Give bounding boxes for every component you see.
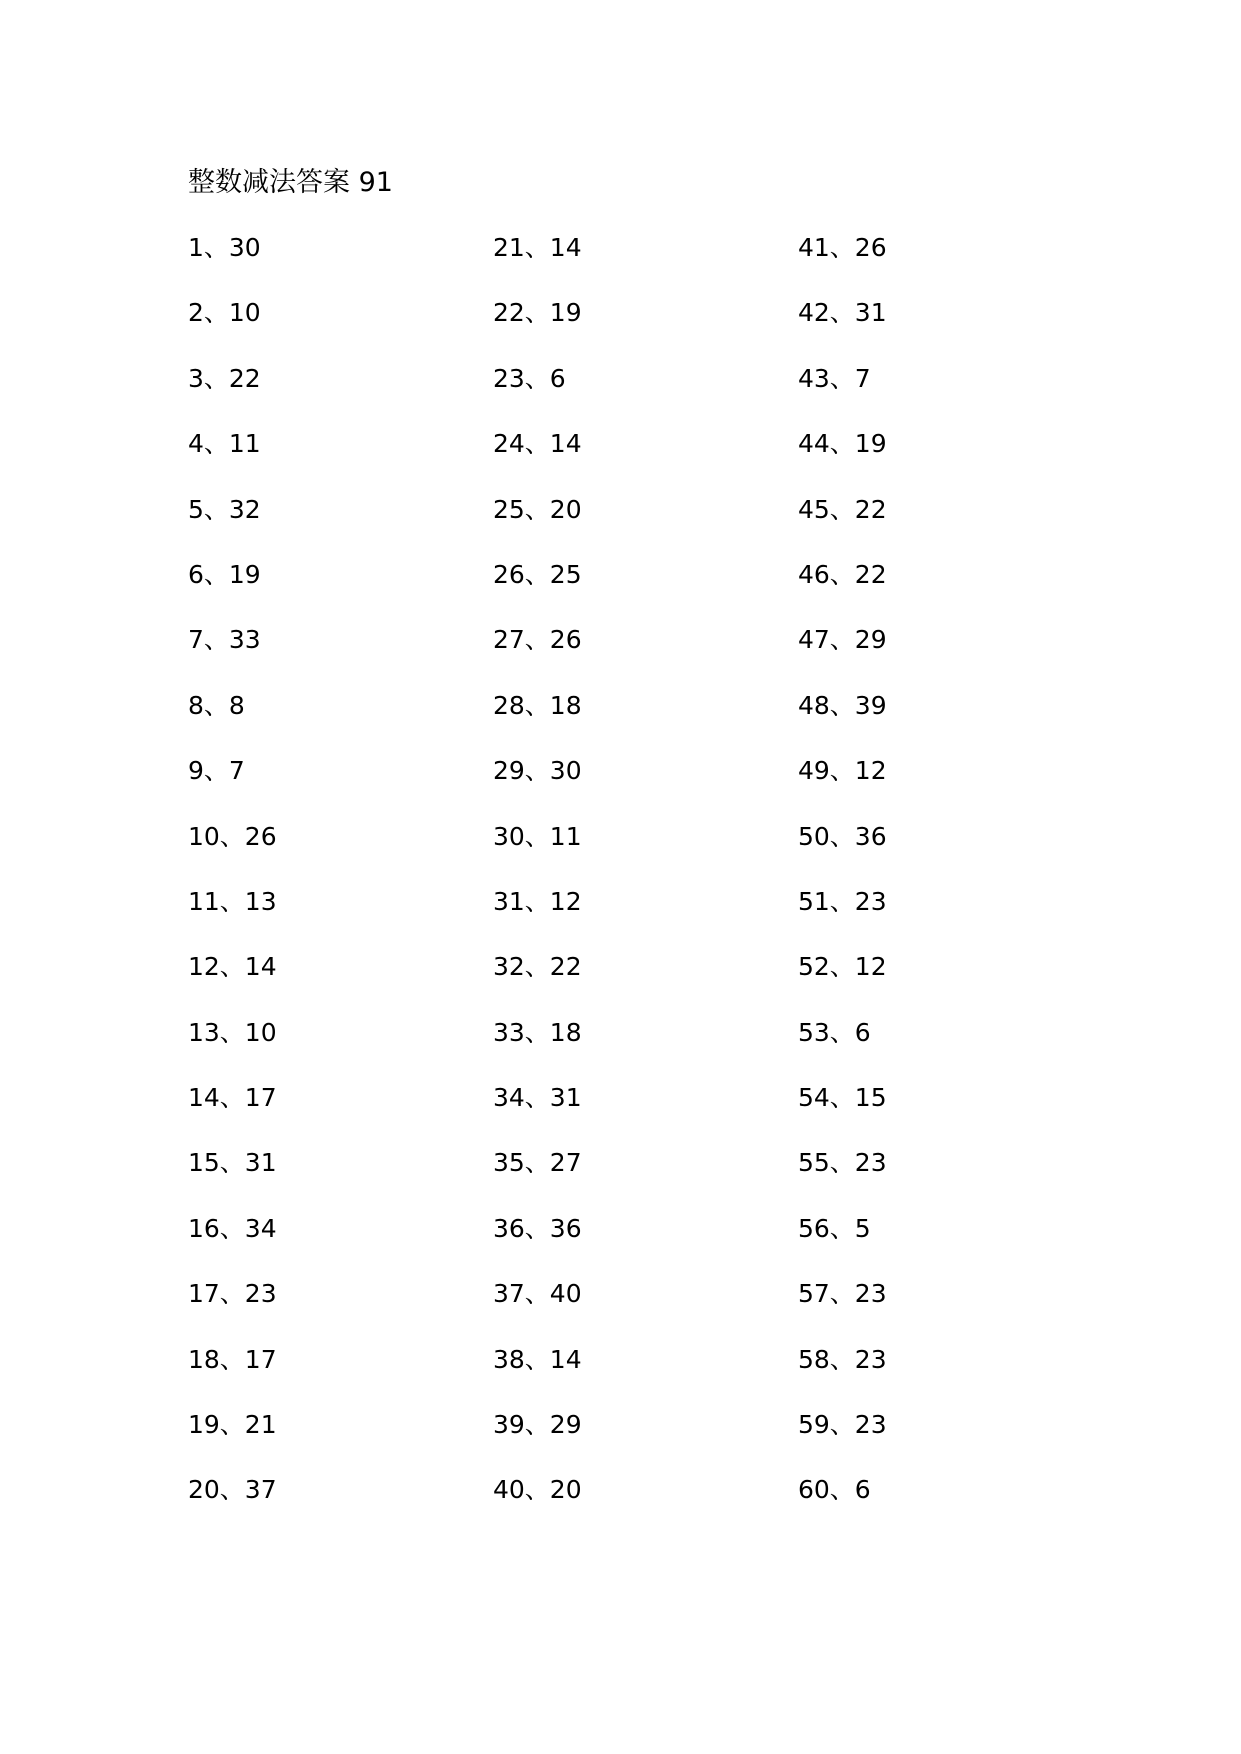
answer-item: 33、18 [493, 1017, 582, 1047]
answer-item: 25、20 [493, 494, 582, 524]
answer-item: 15、31 [188, 1148, 277, 1178]
answer-item: 54、15 [798, 1083, 887, 1113]
answer-item: 14、17 [188, 1083, 277, 1113]
answer-item: 17、23 [188, 1279, 277, 1309]
answer-item: 34、31 [493, 1083, 582, 1113]
answer-item: 45、22 [798, 494, 887, 524]
answer-item: 49、12 [798, 756, 887, 786]
answer-item: 8、8 [188, 690, 245, 720]
answer-item: 51、23 [798, 886, 887, 916]
answer-item: 10、26 [188, 821, 277, 851]
answer-item: 44、19 [798, 429, 887, 459]
answer-item: 7、33 [188, 625, 261, 655]
answer-item: 28、18 [493, 690, 582, 720]
answer-item: 52、12 [798, 952, 887, 982]
answer-item: 23、6 [493, 363, 566, 393]
answer-item: 27、26 [493, 625, 582, 655]
answer-item: 35、27 [493, 1148, 582, 1178]
answer-item: 22、19 [493, 298, 582, 328]
answer-item: 43、7 [798, 363, 871, 393]
answer-item: 39、29 [493, 1410, 582, 1440]
answer-item: 29、30 [493, 756, 582, 786]
answer-item: 57、23 [798, 1279, 887, 1309]
answer-item: 55、23 [798, 1148, 887, 1178]
answer-item: 31、12 [493, 886, 582, 916]
answer-item: 18、17 [188, 1344, 277, 1374]
answer-item: 20、37 [188, 1475, 277, 1505]
answer-item: 32、22 [493, 952, 582, 982]
answer-item: 4、11 [188, 429, 261, 459]
answer-item: 46、22 [798, 559, 887, 589]
answer-column-2 [493, 228, 773, 1536]
answer-item: 47、29 [798, 625, 887, 655]
answer-item: 50、36 [798, 821, 887, 851]
answer-item: 2、10 [188, 298, 261, 328]
answer-item: 11、13 [188, 886, 277, 916]
answer-item: 30、11 [493, 821, 582, 851]
answer-item: 5、32 [188, 494, 261, 524]
answer-item: 26、25 [493, 559, 582, 589]
answer-item: 48、39 [798, 690, 887, 720]
answer-item: 12、14 [188, 952, 277, 982]
answer-item: 24、14 [493, 429, 582, 459]
answer-item: 1、30 [188, 233, 261, 262]
answer-item: 19、21 [188, 1410, 277, 1440]
answer-item: 6、19 [188, 559, 261, 589]
answer-item: 3、22 [188, 363, 261, 393]
answer-item: 9、7 [188, 756, 245, 786]
answer-item: 56、5 [798, 1213, 871, 1243]
answer-item: 13、10 [188, 1017, 277, 1047]
answer-item: 42、31 [798, 298, 887, 328]
answer-item: 53、6 [798, 1017, 871, 1047]
answer-column-1 [188, 228, 468, 1536]
answer-item: 38、14 [493, 1344, 582, 1374]
answer-item: 60、6 [798, 1475, 871, 1505]
page-title: 整数减法答案 91 [188, 167, 393, 198]
answer-item: 58、23 [798, 1344, 887, 1374]
answer-item: 16、34 [188, 1213, 277, 1243]
answer-column-3 [798, 228, 1078, 1536]
answer-item: 41、26 [798, 233, 887, 262]
answer-item: 21、14 [493, 233, 582, 262]
answer-item: 59、23 [798, 1410, 887, 1440]
answer-item: 37、40 [493, 1279, 582, 1309]
answer-item: 40、20 [493, 1475, 582, 1505]
answer-item: 36、36 [493, 1213, 582, 1243]
